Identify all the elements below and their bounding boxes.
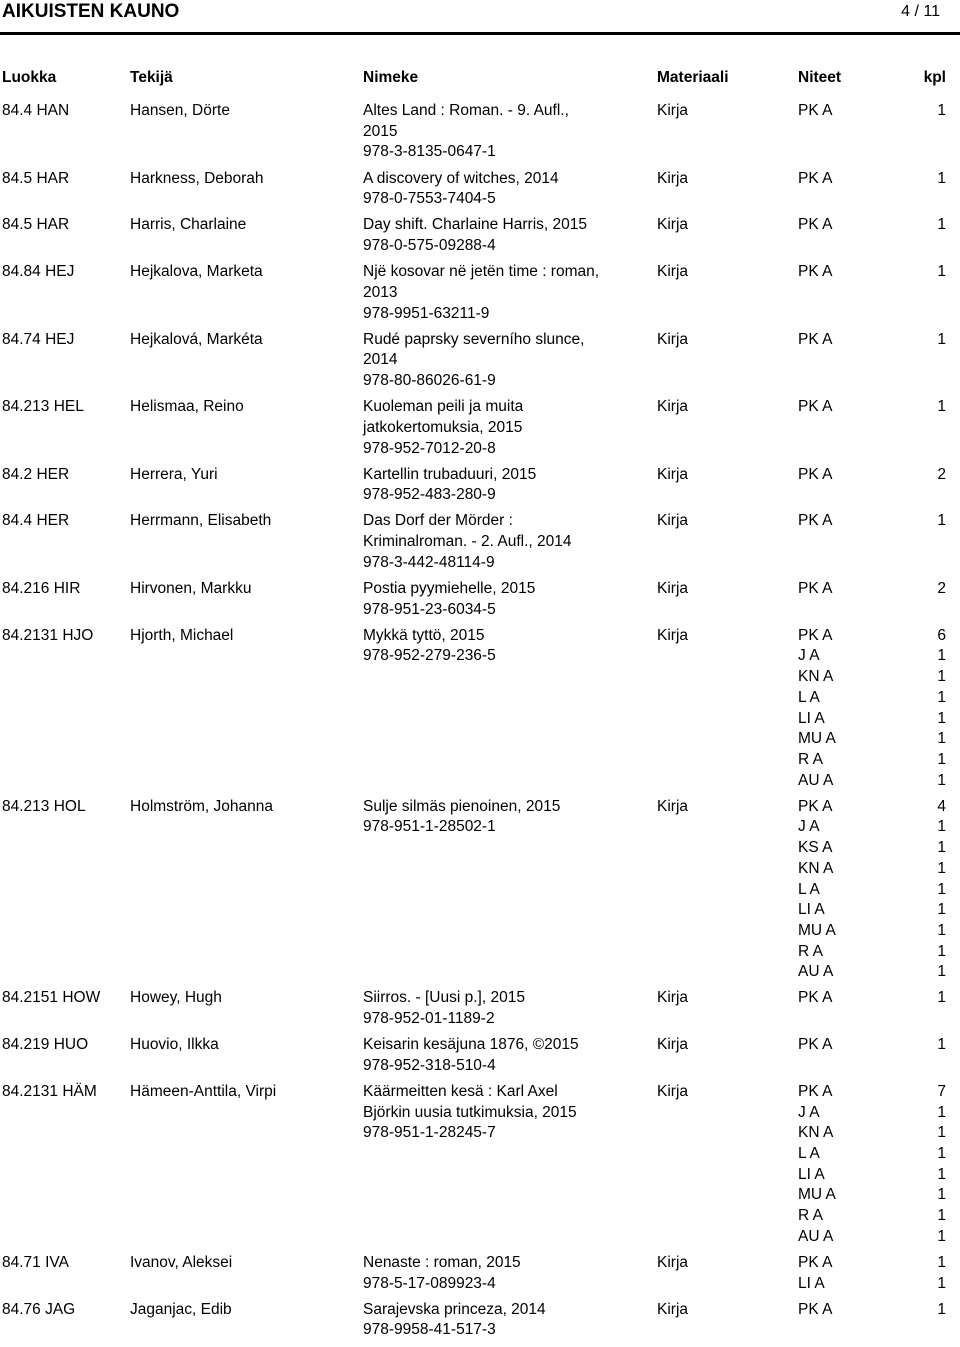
catalog-table: [0, 101, 960, 1347]
copies-count: [937, 262, 946, 283]
title-info: [363, 215, 648, 256]
location: PK A: [798, 1082, 833, 1100]
class-code: 84.4 HER: [2, 512, 70, 530]
title-info: [363, 397, 648, 459]
location: MU A: [798, 921, 836, 939]
copies-location: [798, 215, 832, 236]
count: 1: [937, 102, 946, 119]
title-line: Sulje silmäs pienoinen, 2015: [363, 797, 561, 815]
isbn: 978-3-442-48114-9: [363, 553, 495, 571]
class-code: 84.213 HOL: [2, 797, 86, 815]
material: Kirja: [657, 1253, 689, 1271]
count: 1: [937, 1036, 946, 1054]
location: KS A: [798, 839, 833, 857]
copies-location: [798, 101, 832, 122]
location: PK A: [798, 1300, 833, 1318]
count: 1: [937, 750, 946, 768]
location: L A: [798, 880, 820, 898]
title-info: [363, 1253, 648, 1294]
count: 1: [937, 330, 946, 348]
copies-location: [798, 988, 832, 1009]
table-row: [0, 1082, 960, 1253]
count: 1: [937, 839, 946, 857]
column-header-luokka: Luokka: [2, 69, 57, 86]
isbn: 978-952-483-280-9: [363, 486, 496, 504]
location: LI A: [798, 709, 825, 727]
title-line: Nenaste : roman, 2015: [363, 1253, 521, 1271]
class-code: 84.4 HAN: [2, 102, 70, 119]
author: Hansen, Dörte: [130, 102, 230, 119]
material: Kirja: [657, 102, 689, 119]
isbn: 978-80-86026-61-9: [363, 372, 496, 389]
location: PK A: [798, 1253, 833, 1271]
table-row: [0, 215, 960, 262]
title-info: [363, 579, 648, 620]
location: J A: [798, 1103, 820, 1121]
location: PK A: [798, 512, 833, 530]
location: R A: [798, 750, 823, 768]
title-line: Kriminalroman. - 2. Aufl., 2014: [363, 533, 572, 551]
location: KN A: [798, 668, 834, 686]
isbn: 978-952-01-1189-2: [363, 1010, 495, 1028]
count: 1: [937, 771, 946, 789]
copies-location: [798, 1300, 832, 1321]
location: L A: [798, 688, 820, 706]
copies-count: [937, 988, 946, 1009]
author: Herrera, Yuri: [130, 465, 218, 483]
isbn: 978-9958-41-517-3: [363, 1321, 496, 1339]
count: 1: [937, 1207, 946, 1225]
author: Ivanov, Aleksei: [130, 1253, 233, 1271]
location: KN A: [798, 859, 834, 877]
count: 1: [937, 512, 946, 530]
copies-count: [937, 579, 946, 600]
location: KN A: [798, 1124, 834, 1142]
copies-location: [798, 797, 836, 983]
count: 1: [937, 1227, 946, 1245]
location: PK A: [798, 263, 833, 281]
title-line: Kartellin trubaduuri, 2015: [363, 465, 537, 483]
material: Kirja: [657, 398, 689, 416]
copies-count: [937, 215, 946, 236]
table-row: [0, 988, 960, 1035]
material: Kirja: [657, 1300, 689, 1318]
table-row: [0, 465, 960, 512]
count: 1: [937, 668, 946, 686]
copies-location: [798, 169, 832, 190]
author: Holmström, Johanna: [130, 797, 274, 815]
column-header-nimeke: Nimeke: [363, 69, 419, 86]
table-row: [0, 330, 960, 398]
title-info: [363, 1035, 648, 1076]
copies-count: [937, 1035, 946, 1056]
title-line: Björkin uusia tutkimuksia, 2015: [363, 1103, 577, 1121]
title-line: Kuoleman peili ja muita: [363, 398, 524, 416]
table-row: [0, 262, 960, 330]
title-info: [363, 1300, 648, 1341]
table-row: [0, 101, 960, 169]
title-line: Keisarin kesäjuna 1876, ©2015: [363, 1036, 579, 1054]
copies-location: [798, 465, 832, 486]
count: 1: [937, 963, 946, 981]
title-line: Siirros. - [Uusi p.], 2015: [363, 989, 525, 1007]
copies-count: [937, 330, 946, 351]
location: AU A: [798, 1227, 834, 1245]
isbn: 978-952-279-236-5: [363, 647, 496, 665]
table-row: [0, 1035, 960, 1082]
copies-count: [937, 1082, 946, 1248]
location: PK A: [798, 216, 833, 234]
location: PK A: [798, 579, 833, 597]
class-code: 84.2 HER: [2, 465, 70, 483]
location: PK A: [798, 797, 833, 815]
class-code: 84.216 HIR: [2, 579, 81, 597]
count: 1: [937, 901, 946, 919]
isbn: 978-951-1-28245-7: [363, 1124, 496, 1142]
count: 1: [937, 263, 946, 281]
location: PK A: [798, 169, 833, 187]
author: Jaganjac, Edib: [130, 1300, 232, 1318]
class-code: 84.5 HAR: [2, 169, 70, 187]
title-line: Postia pyymiehelle, 2015: [363, 579, 536, 597]
title-line: Käärmeitten kesä : Karl Axel: [363, 1082, 558, 1100]
location: MU A: [798, 730, 836, 748]
copies-location: [798, 262, 832, 283]
table-row: [0, 797, 960, 989]
copies-count: [937, 1253, 946, 1294]
isbn: 978-0-7553-7404-5: [363, 190, 496, 208]
material: Kirja: [657, 1036, 689, 1054]
title-line: 2014: [363, 351, 398, 369]
page-title: AIKUISTEN KAUNO: [2, 1, 180, 22]
location: J A: [798, 818, 820, 836]
table-row: [0, 397, 960, 465]
count: 1: [937, 1274, 946, 1292]
material: Kirja: [657, 169, 689, 187]
title-line: jatkokertomuksia, 2015: [363, 418, 523, 436]
isbn: 978-3-8135-0647-1: [363, 143, 496, 161]
material: Kirja: [657, 626, 689, 644]
count: 1: [937, 169, 946, 187]
copies-location: [798, 397, 832, 418]
count: 2: [937, 579, 946, 597]
location: PK A: [798, 330, 833, 348]
material: Kirja: [657, 330, 689, 348]
author: Hjorth, Michael: [130, 626, 234, 644]
count: 1: [937, 1253, 946, 1271]
count: 1: [937, 1145, 946, 1163]
location: AU A: [798, 771, 834, 789]
count: 1: [937, 880, 946, 898]
count: 1: [937, 398, 946, 416]
copies-count: [937, 626, 946, 792]
copies-count: [937, 797, 946, 983]
author: Harris, Charlaine: [130, 216, 247, 234]
column-header-tekija: Tekijä: [130, 69, 173, 86]
title-line: Sarajevska princeza, 2014: [363, 1300, 546, 1318]
title-info: [363, 1082, 648, 1144]
location: MU A: [798, 1186, 836, 1204]
material: Kirja: [657, 512, 689, 530]
title-info: [363, 511, 648, 573]
location: R A: [798, 1207, 823, 1225]
location: PK A: [798, 465, 833, 483]
count: 1: [937, 859, 946, 877]
table-row: [0, 1300, 960, 1347]
copies-location: [798, 579, 832, 600]
isbn: 978-952-318-510-4: [363, 1056, 496, 1074]
class-code: 84.213 HEL: [2, 398, 84, 416]
count: 1: [937, 730, 946, 748]
material: Kirja: [657, 216, 689, 234]
title-info: [363, 797, 648, 838]
count: 1: [937, 942, 946, 960]
title-line: Das Dorf der Mörder :: [363, 512, 513, 530]
column-header-materiaali: Materiaali: [657, 69, 729, 86]
count: 1: [937, 1186, 946, 1204]
author: Hejkalova, Marketa: [130, 263, 263, 281]
title-info: [363, 330, 648, 392]
location: LI A: [798, 1165, 825, 1183]
copies-location: [798, 330, 832, 351]
location: PK A: [798, 626, 833, 644]
material: Kirja: [657, 263, 689, 281]
isbn: 978-0-575-09288-4: [363, 237, 496, 254]
class-code: 84.2131 HÄM: [2, 1082, 97, 1100]
material: Kirja: [657, 1082, 689, 1100]
class-code: 84.2151 HOW: [2, 989, 101, 1007]
material: Kirja: [657, 989, 689, 1007]
title-line: Një kosovar në jetën time : roman,: [363, 263, 600, 281]
isbn: 978-951-1-28502-1: [363, 818, 496, 836]
title-line: 2015: [363, 122, 398, 140]
count: 1: [937, 1300, 946, 1318]
location: LI A: [798, 901, 825, 919]
title-line: Altes Land : Roman. - 9. Aufl.,: [363, 102, 569, 119]
title-line: Mykkä tyttö, 2015: [363, 626, 485, 644]
author: Hirvonen, Markku: [130, 579, 252, 597]
page-number: 4 / 11: [901, 3, 940, 20]
material: Kirja: [657, 465, 689, 483]
title-info: [363, 465, 648, 506]
copies-location: [798, 511, 832, 532]
class-code: 84.84 HEJ: [2, 263, 75, 281]
location: PK A: [798, 102, 833, 119]
title-info: [363, 988, 648, 1029]
copies-location: [798, 1035, 832, 1056]
location: PK A: [798, 398, 833, 416]
author: Harkness, Deborah: [130, 169, 264, 187]
class-code: 84.71 IVA: [2, 1253, 69, 1271]
copies-count: [937, 101, 946, 122]
class-code: 84.2131 HJO: [2, 626, 94, 644]
column-header-niteet: Niteet: [798, 69, 842, 86]
count: 4: [937, 797, 946, 815]
location: PK A: [798, 1036, 833, 1054]
count: 1: [937, 989, 946, 1007]
count: 1: [937, 709, 946, 727]
table-row: [0, 579, 960, 626]
copies-count: [937, 169, 946, 190]
class-code: 84.219 HUO: [2, 1036, 89, 1054]
count: 1: [937, 216, 946, 234]
copies-count: [937, 465, 946, 486]
location: J A: [798, 647, 820, 665]
title-info: [363, 101, 648, 163]
table-row: [0, 1253, 960, 1300]
table-row: [0, 511, 960, 579]
copies-count: [937, 511, 946, 532]
author: Hämeen-Anttila, Virpi: [130, 1082, 277, 1100]
table-row: [0, 626, 960, 797]
class-code: 84.76 JAG: [2, 1300, 76, 1318]
isbn: 978-5-17-089923-4: [363, 1274, 496, 1292]
copies-location: [798, 626, 836, 792]
page-header: [0, 0, 960, 36]
copies-count: [937, 1300, 946, 1321]
isbn: 978-9951-63211-9: [363, 304, 490, 322]
column-header-kpl: kpl: [923, 69, 946, 86]
table-row: [0, 169, 960, 216]
title-info: [363, 626, 648, 667]
class-code: 84.5 HAR: [2, 216, 70, 234]
copies-location: [798, 1253, 832, 1294]
count: 1: [937, 688, 946, 706]
copies-location: [798, 1082, 836, 1248]
material: Kirja: [657, 579, 689, 597]
author: Herrmann, Elisabeth: [130, 512, 272, 530]
count: 1: [937, 647, 946, 665]
title-info: [363, 262, 648, 324]
header-divider: [0, 32, 960, 35]
count: 1: [937, 818, 946, 836]
material: Kirja: [657, 797, 689, 815]
location: LI A: [798, 1274, 825, 1292]
author: Helismaa, Reino: [130, 398, 244, 416]
count: 1: [937, 921, 946, 939]
count: 7: [937, 1082, 946, 1100]
author: Huovio, Ilkka: [130, 1036, 219, 1054]
isbn: 978-951-23-6034-5: [363, 600, 496, 618]
location: R A: [798, 942, 823, 960]
author: Howey, Hugh: [130, 989, 222, 1007]
location: L A: [798, 1145, 820, 1163]
count: 1: [937, 1124, 946, 1142]
isbn: 978-952-7012-20-8: [363, 439, 496, 457]
location: PK A: [798, 989, 833, 1007]
count: 1: [937, 1103, 946, 1121]
count: 1: [937, 1165, 946, 1183]
title-line: A discovery of witches, 2014: [363, 169, 559, 187]
class-code: 84.74 HEJ: [2, 330, 75, 348]
count: 6: [937, 626, 946, 644]
author: Hejkalová, Markéta: [130, 330, 263, 348]
title-line: 2013: [363, 283, 398, 301]
title-info: [363, 169, 648, 210]
location: AU A: [798, 963, 834, 981]
title-line: Rudé paprsky severního slunce,: [363, 330, 585, 348]
count: 2: [937, 465, 946, 483]
title-line: Day shift. Charlaine Harris, 2015: [363, 216, 587, 234]
copies-count: [937, 397, 946, 418]
